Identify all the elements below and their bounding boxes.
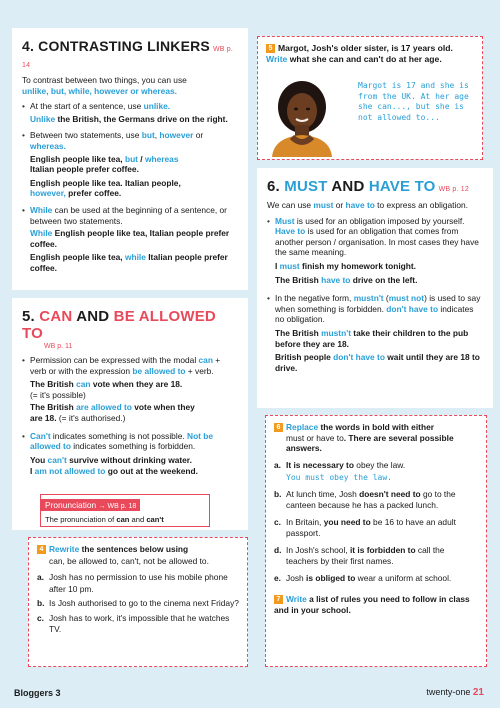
list-item: b. At lunch time, Josh doesn't need to go to the canteen because he has a packed lunch. — [274, 488, 456, 511]
example-1b: The British are allowed to vote when they are 18. (= it's authorised.) — [30, 402, 195, 423]
example-2b: English people like tea. Italian people, however, prefer coffee. — [30, 177, 181, 199]
exercise-7-prompt: 7 Write a list of rules you need to follow in class and in your school. — [274, 594, 470, 615]
exercise-number-badge: 6 — [274, 423, 283, 432]
example-1a: I must finish my homework tonight. — [275, 260, 416, 271]
list-item: c. Josh has to work, it's impossible that he watches TV. — [37, 612, 230, 635]
workbook-ref: WB p. 14 — [22, 46, 234, 69]
exercise-number-badge: 5 — [266, 44, 275, 53]
footer-right: twenty-one 21 — [426, 687, 484, 698]
section-must-have-to — [257, 168, 493, 408]
workbook-ref: WB p. 12 — [438, 186, 469, 193]
handwriting-answer: You must obey the law. — [286, 473, 392, 483]
exercise-5-margot — [257, 36, 483, 160]
bullet-1: • Must is used for an obligation imposed by yourself. Have to is used for an obligation that comes from another person / organisation. In most cases they have the same meaning. — [267, 216, 483, 258]
intro-text: We can use must or have to to express an obligation. — [267, 200, 468, 210]
bullet-3: • While can be used at the beginning of a sentence, or between two statements. — [22, 205, 238, 226]
list-item: a. Josh has no permission to use his mobile phone after 10 pm. — [37, 572, 228, 594]
bullet-2: • In the negative form, mustn't (must not) is used to say when something is forbidden. don't have to indicates no obligation. — [267, 293, 483, 325]
example-3a: While English people like tea, Italian people prefer coffee. — [30, 228, 230, 249]
example-2b: British people don't have to wait until they are 18 to drive. — [275, 352, 480, 373]
pronunciation-box: Pronunciation → WB p. 18 The pronunciation of can and can't — [40, 494, 210, 527]
bullet-2: • Between two statements, use but, however or whereas. — [22, 130, 238, 151]
bullet-1: • Permission can be expressed with the modal can + verb or with the expression be allowed to + verb. — [22, 355, 238, 376]
intro-text: To contrast between two things, you can use unlike, but, while, however or whereas. — [22, 75, 187, 96]
example-1b: The British have to drive on the left. — [275, 274, 418, 285]
margot-portrait-image — [266, 77, 338, 157]
handwriting-example: Margot is 17 and she is from the UK. At her age she can..., but she is not allowed to... — [358, 81, 469, 122]
example-2a: The British mustn't take their children to the pub before they are 18. — [275, 327, 469, 349]
exercise-4-rewrite — [28, 537, 248, 667]
section-5-title: 5. CAN AND BE ALLOWED TO — [22, 308, 216, 342]
list-item: c. In Britain, you need to be 16 to have an adult passport. — [274, 516, 456, 539]
example-3b: English people like tea, while Italian people prefer coffee. — [30, 252, 228, 273]
options-list: can, be allowed to, can't, not be allowed to. — [49, 555, 209, 566]
exercise-4-prompt: 4 Rewrite the sentences below using — [37, 544, 239, 555]
example-1a: The British can vote when they are 18. (= it's possible) — [30, 379, 183, 400]
list-item: b. Is Josh authorised to go to the cinema next Friday? — [37, 598, 239, 609]
workbook-ref: WB p. 11 — [44, 343, 73, 350]
bullet-1: • At the start of a sentence, use unlike. — [22, 101, 238, 112]
list-item: a. It is necessary to obey the law. — [274, 459, 406, 470]
bullet-2: • Can't indicates something is not possible. Not be allowed to indicates something is forbidden. — [22, 431, 238, 452]
list-item: e. Josh is obliged to wear a uniform at school. — [274, 572, 452, 583]
example-1: Unlike the British, the Germans drive on the right. — [30, 113, 228, 124]
section-6-title: 6. MUST AND HAVE TO WB p. 12 — [267, 178, 469, 195]
example-2a: English people like tea, but / whereas Italian people prefer coffee. — [30, 153, 179, 175]
exercise-6-options: must or have to. There are several possible answers. — [286, 432, 454, 454]
list-item: d. In Josh's school, it is forbidden to call the teachers by their first names. — [274, 544, 445, 567]
section-can-be-allowed-to — [12, 298, 248, 530]
footer-left: Bloggers 3 — [14, 688, 61, 698]
exercise-number-badge: 4 — [37, 545, 46, 554]
exercise-6-prompt: 6 Replace the words in bold with either — [274, 422, 478, 433]
example-2a: You can't survive without drinking water. — [30, 454, 192, 465]
section-contrasting-linkers — [12, 28, 248, 290]
example-2b: I am not allowed to go out at the weekend. — [30, 466, 198, 477]
exercise-5-prompt: 5 Margot, Josh's older sister, is 17 years old. Write what she can and can't do at her age. — [266, 43, 453, 64]
page-number: 21 — [472, 687, 484, 698]
exercise-6-replace — [265, 415, 487, 667]
section-4-title: 4. CONTRASTING LINKERS WB p. 14 — [22, 38, 234, 69]
exercise-number-badge: 7 — [274, 595, 283, 604]
